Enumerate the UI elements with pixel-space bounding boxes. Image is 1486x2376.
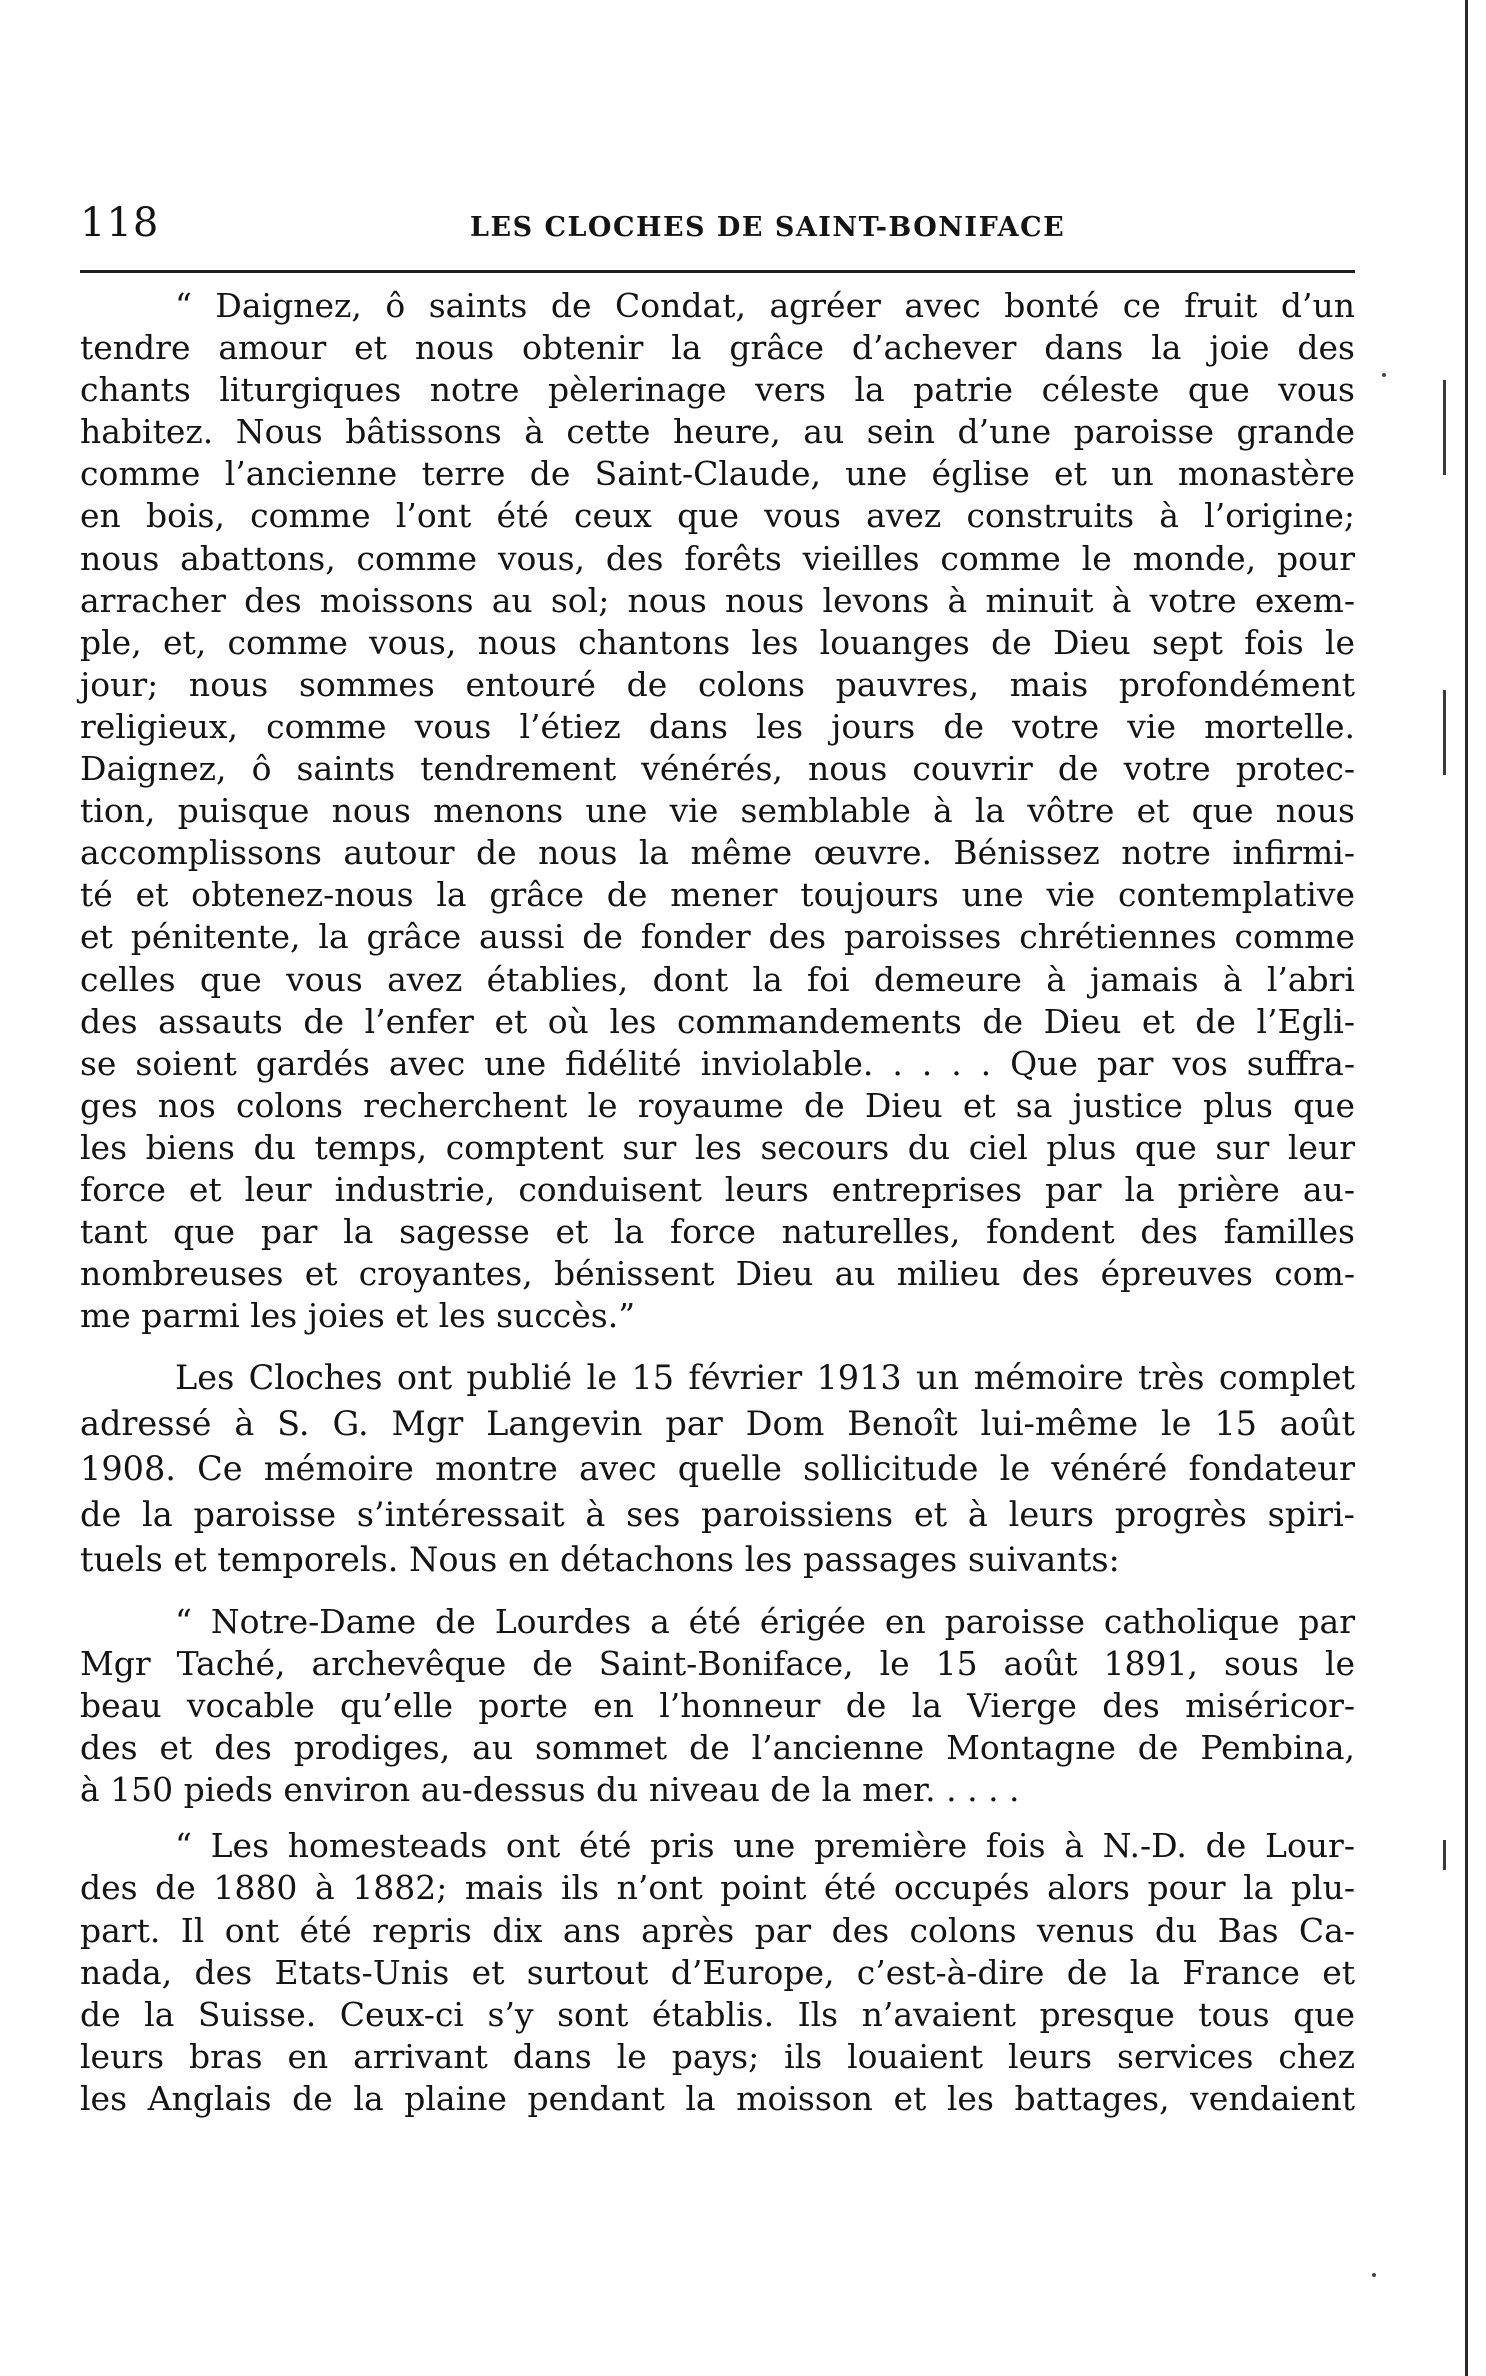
scan-edge-mark [1443, 1840, 1446, 1870]
text-line: tendre amour et nous obtenir la grâce d’achever dans la joie des [80, 328, 1355, 368]
scan-speck [1382, 373, 1386, 377]
text-line: des et des prodiges, au sommet de l’ancienne Montagne de Pembina, [80, 1728, 1355, 1768]
text-line: celles que vous avez établies, dont la foi demeure à jamais à l’abri [80, 959, 1355, 999]
text-line: à 150 pieds environ au-dessus du niveau de la mer. . . . . [80, 1770, 1020, 1810]
text-line: part. Il ont été repris dix ans après par des colons venus du Bas Ca- [80, 1910, 1355, 1950]
page-number: 118 [80, 200, 160, 246]
text-line: de la paroisse s’intéressait à ses paroissiens et à leurs progrès spiri- [80, 1494, 1355, 1534]
text-line: leurs bras en arrivant dans le pays; ils louaient leurs services chez [80, 2036, 1355, 2076]
scan-edge-line [1465, 0, 1468, 2376]
text-line: jour; nous sommes entouré de colons pauvres, mais profondément [80, 664, 1355, 704]
text-line: les Anglais de la plaine pendant la moisson et les battages, vendaient [80, 2078, 1355, 2118]
text-line: tion, puisque nous menons une vie semblable à la vôtre et que nous [80, 791, 1355, 831]
text-line: té et obtenez-nous la grâce de mener toujours une vie contemplative [80, 875, 1355, 915]
quoted-prayer-paragraph [80, 285, 1355, 1337]
text-line: 1908. Ce mémoire montre avec quelle sollicitude le vénéré fondateur [80, 1449, 1355, 1489]
narration-paragraph [80, 1355, 1355, 1583]
text-line: accomplissons autour de nous la même œuvre. Bénissez notre infirmi- [80, 833, 1355, 873]
text-line: se soient gardés avec une fidélité inviolable. . . . . Que par vos suffra- [80, 1043, 1355, 1083]
text-line: me parmi les joies et les succès.” [80, 1296, 636, 1336]
text-line: “ Les homesteads ont été pris une première fois à N.-D. de Lour- [175, 1826, 1355, 1866]
text-line: habitez. Nous bâtissons à cette heure, au sein d’une paroisse grande [80, 412, 1355, 452]
text-line: ges nos colons recherchent le royaume de Dieu et sa justice plus que [80, 1085, 1355, 1125]
text-line: ple, et, comme vous, nous chantons les louanges de Dieu sept fois le [80, 622, 1355, 662]
page-header [80, 200, 1355, 273]
text-line: tuels et temporels. Nous en détachons les passages suivants: [80, 1540, 1120, 1580]
text-line: des assauts de l’enfer et où les commandements de Dieu et de l’Egli- [80, 1001, 1355, 1041]
text-line: comme l’ancienne terre de Saint-Claude, une église et un monastère [80, 454, 1355, 494]
text-line: tant que par la sagesse et la force naturelles, fondent des familles [80, 1212, 1355, 1252]
text-line: Daignez, ô saints tendrement vénérés, nous couvrir de votre protec- [80, 749, 1355, 789]
book-page [80, 200, 1355, 2120]
text-line: les biens du temps, comptent sur les secours du ciel plus que sur leur [80, 1127, 1355, 1167]
memoir-quote-paragraph [80, 1601, 1355, 1811]
text-line: Mgr Taché, archevêque de Saint-Boniface, le 15 août 1891, sous le [80, 1643, 1355, 1683]
body-text [80, 285, 1355, 2120]
running-title: LES CLOCHES DE SAINT-BONIFACE [470, 212, 1066, 243]
text-line: de la Suisse. Ceux-ci s’y sont établis. Ils n’avaient presque tous que [80, 1994, 1355, 2034]
text-line: et pénitente, la grâce aussi de fonder des paroisses chrétiennes comme [80, 917, 1355, 957]
text-line: nous abattons, comme vous, des forêts vieilles comme le monde, pour [80, 538, 1355, 578]
scan-edge-mark [1443, 380, 1446, 475]
text-line: adressé à S. G. Mgr Langevin par Dom Benoît lui-même le 15 août [80, 1403, 1355, 1443]
text-line: Les Cloches ont publié le 15 février 1913 un mémoire très complet [175, 1358, 1355, 1398]
text-line: chants liturgiques notre pèlerinage vers la patrie céleste que vous [80, 370, 1355, 410]
scan-speck [1372, 2273, 1376, 2277]
text-line: en bois, comme l’ont été ceux que vous avez construits à l’origine; [80, 496, 1355, 536]
text-line: “ Daignez, ô saints de Condat, agréer avec bonté ce fruit d’un [175, 286, 1355, 325]
memoir-quote-paragraph [80, 1825, 1355, 2120]
text-line: force et leur industrie, conduisent leurs entreprises par la prière au- [80, 1169, 1355, 1209]
text-line: nada, des Etats-Unis et surtout d’Europe, c’est-à-dire de la France et [80, 1952, 1355, 1992]
text-line: nombreuses et croyantes, bénissent Dieu au milieu des épreuves com- [80, 1254, 1355, 1294]
scan-edge-mark [1443, 690, 1446, 775]
text-line: arracher des moissons au sol; nous nous levons à minuit à votre exem- [80, 580, 1355, 620]
text-line: des de 1880 à 1882; mais ils n’ont point été occupés alors pour la plu- [80, 1868, 1355, 1908]
text-line: “ Notre-Dame de Lourdes a été érigée en paroisse catholique par [175, 1601, 1355, 1641]
text-line: religieux, comme vous l’étiez dans les jours de votre vie mortelle. [80, 706, 1355, 746]
text-line: beau vocable qu’elle porte en l’honneur de la Vierge des miséricor- [80, 1686, 1355, 1726]
